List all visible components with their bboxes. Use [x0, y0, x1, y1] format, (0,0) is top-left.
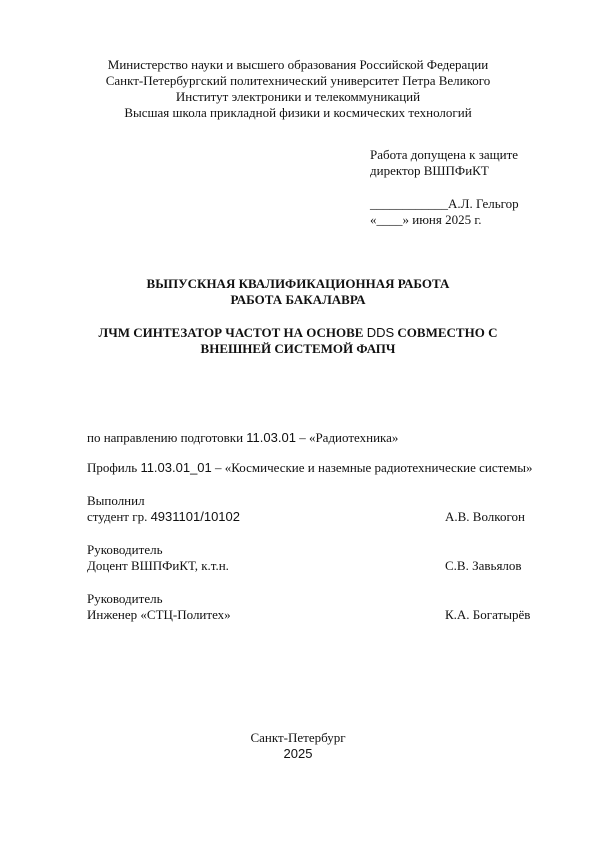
footer-year: 2025	[283, 746, 313, 761]
approval-line: Работа допущена к защите	[370, 147, 519, 162]
institution-header	[0, 57, 596, 121]
supervisor2-position: Инженер «СТЦ-Политех»	[87, 607, 231, 622]
date-day-blank: ____	[376, 212, 403, 227]
signature-name: А.Л. Гельгор	[448, 196, 519, 211]
thesis-title-block	[0, 276, 596, 357]
supervisor2-role: Руководитель	[87, 591, 163, 606]
supervisor1-name: С.В. Завьялов	[445, 558, 522, 573]
performer-prefix: студент гр.	[87, 509, 148, 524]
topic-line2: ВНЕШНЕЙ СИСТЕМОЙ ФАПЧ	[200, 341, 396, 356]
profile-suffix: – «Космические и наземные радиотехнические системы»	[215, 460, 533, 475]
performer-role: Выполнил	[87, 493, 145, 508]
approval-date	[370, 212, 519, 228]
thesis-topic	[0, 325, 596, 341]
signature-blank: ____________	[370, 196, 448, 211]
topic-part2: СОВМЕСТНО С	[397, 325, 498, 340]
profile-prefix: Профиль	[87, 460, 138, 475]
ministry-line: Министерство науки и высшего образования Российской Федерации	[107, 57, 489, 72]
signature-line	[370, 196, 519, 212]
date-open-quote: «	[370, 212, 377, 227]
school-line: Высшая школа прикладной физики и космических технологий	[124, 105, 472, 120]
supervisor1-role: Руководитель	[87, 542, 163, 557]
approval-block	[370, 147, 519, 228]
direction-line	[87, 430, 398, 446]
director-line: директор ВШПФиКТ	[370, 163, 489, 178]
profile-line	[87, 460, 533, 476]
date-rest: » июня 2025 г.	[402, 212, 482, 227]
direction-suffix: – «Радиотехника»	[299, 430, 399, 445]
direction-code: 11.03.01	[246, 430, 296, 445]
direction-prefix: по направлению подготовки	[87, 430, 244, 445]
thesis-type: ВЫПУСКНАЯ КВАЛИФИКАЦИОННАЯ РАБОТА	[146, 276, 450, 291]
university-line: Санкт-Петербургский политехнический университет Петра Великого	[105, 73, 491, 88]
profile-code: 11.03.01_01	[140, 460, 212, 475]
performer-group-line	[87, 509, 240, 525]
topic-part1: ЛЧМ СИНТЕЗАТОР ЧАСТОТ НА ОСНОВЕ	[98, 325, 364, 340]
footer-city: Санкт-Петербург	[250, 730, 346, 745]
topic-dds: DDS	[366, 325, 395, 340]
institute-line: Институт электроники и телекоммуникаций	[175, 89, 421, 104]
performer-name: А.В. Волкогон	[445, 509, 525, 524]
supervisor2-name: К.А. Богатырёв	[445, 607, 531, 622]
supervisor1-position: Доцент ВШПФиКТ, к.т.н.	[87, 558, 229, 573]
performer-group: 4931101/10102	[150, 509, 240, 524]
thesis-degree: РАБОТА БАКАЛАВРА	[230, 292, 366, 307]
